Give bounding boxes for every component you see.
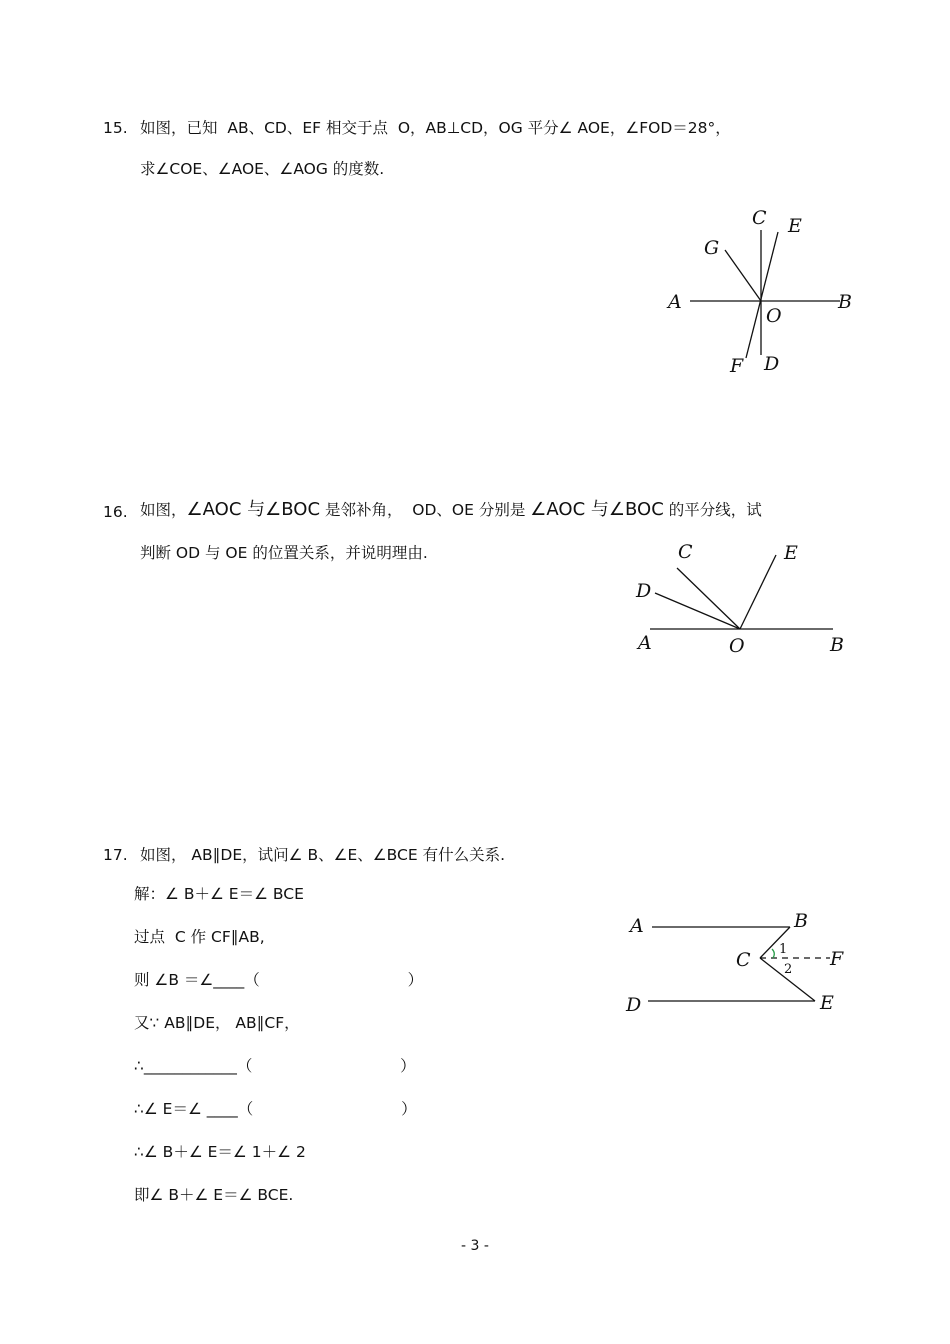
q17-number: 17. — [103, 846, 128, 864]
q15-text-line2: 求∠COE、∠AOE、∠AOG 的度数. — [140, 160, 385, 178]
q15-label-o: O — [766, 305, 782, 327]
q15-label-b: B — [838, 291, 852, 313]
q17-label-e: E — [820, 992, 834, 1014]
q16-ray-oe — [740, 555, 776, 629]
q15-text-line1: 如图，已知 AB、CD、EF 相交于点 O，AB⊥CD，OG 平分∠ AOE，∠FOD＝28°， — [140, 119, 731, 137]
q15-number: 15. — [103, 119, 128, 137]
q15-label-a: A — [668, 291, 682, 313]
q16-label-e: E — [784, 542, 798, 564]
q17-step-5: ∴____________（ ） — [134, 1057, 416, 1075]
q16-ray-od — [655, 593, 740, 629]
q17-step-1: 解：∠ B＋∠ E＝∠ BCE — [134, 885, 304, 903]
q17-figure — [620, 905, 860, 1025]
q16-label-d: D — [636, 580, 652, 602]
q16-label-a: A — [638, 632, 652, 654]
q17-step-6: ∴∠ E＝∠ ____（ ） — [134, 1100, 417, 1118]
q16-text-d: ∠AOC 与∠BOC — [530, 499, 664, 520]
q16-text-a: 如图， — [140, 501, 187, 519]
q16-text-c: 是邻补角， OD、OE 分别是 — [320, 501, 531, 519]
q15-ray-og — [725, 250, 761, 301]
q16-number: 16. — [103, 503, 128, 521]
q17-step-3: 则 ∠B ＝∠____（ ） — [134, 971, 424, 989]
q16-label-b: B — [830, 634, 844, 656]
q16-figure — [630, 535, 870, 665]
q17-step-7: ∴∠ B＋∠ E＝∠ 1＋∠ 2 — [134, 1143, 306, 1161]
q17-step-2: 过点 C 作 CF∥AB, — [134, 928, 265, 946]
q17-label-1: 1 — [779, 942, 788, 957]
q17-text-line1: 如图， AB∥DE，试问∠ B、∠E、∠BCE 有什么关系. — [140, 846, 506, 864]
q15-label-g: G — [704, 237, 720, 259]
q15-label-f: F — [730, 355, 744, 377]
q17-label-d: D — [626, 994, 642, 1016]
q16-text-e: 的平分线，试 — [663, 501, 762, 519]
q17-label-f: F — [830, 948, 844, 970]
q17-label-c: C — [736, 949, 751, 971]
q17-angle-mark — [772, 949, 774, 958]
q15-line-ef — [746, 232, 778, 358]
q16-ray-oc — [677, 568, 740, 629]
q17-step-4: 又∵ AB∥DE， AB∥CF， — [134, 1014, 300, 1032]
q16-label-o: O — [729, 635, 745, 657]
q17-label-a: A — [630, 915, 644, 937]
q17-label-b: B — [794, 910, 808, 932]
q15-label-e: E — [788, 215, 802, 237]
q17-step-8: 即∠ B＋∠ E＝∠ BCE. — [134, 1186, 294, 1204]
q17-label-2: 2 — [784, 962, 793, 977]
q16-text-line2: 判断 OD 与 OE 的位置关系，并说明理由. — [140, 544, 428, 562]
q15-label-d: D — [764, 353, 780, 375]
q16-text-line1 — [140, 500, 762, 520]
page-number: - 3 - — [461, 1238, 489, 1254]
q15-figure — [660, 200, 880, 390]
q16-label-c: C — [678, 541, 693, 563]
q16-text-b: ∠AOC 与∠BOC — [186, 499, 321, 520]
q15-label-c: C — [752, 207, 767, 229]
